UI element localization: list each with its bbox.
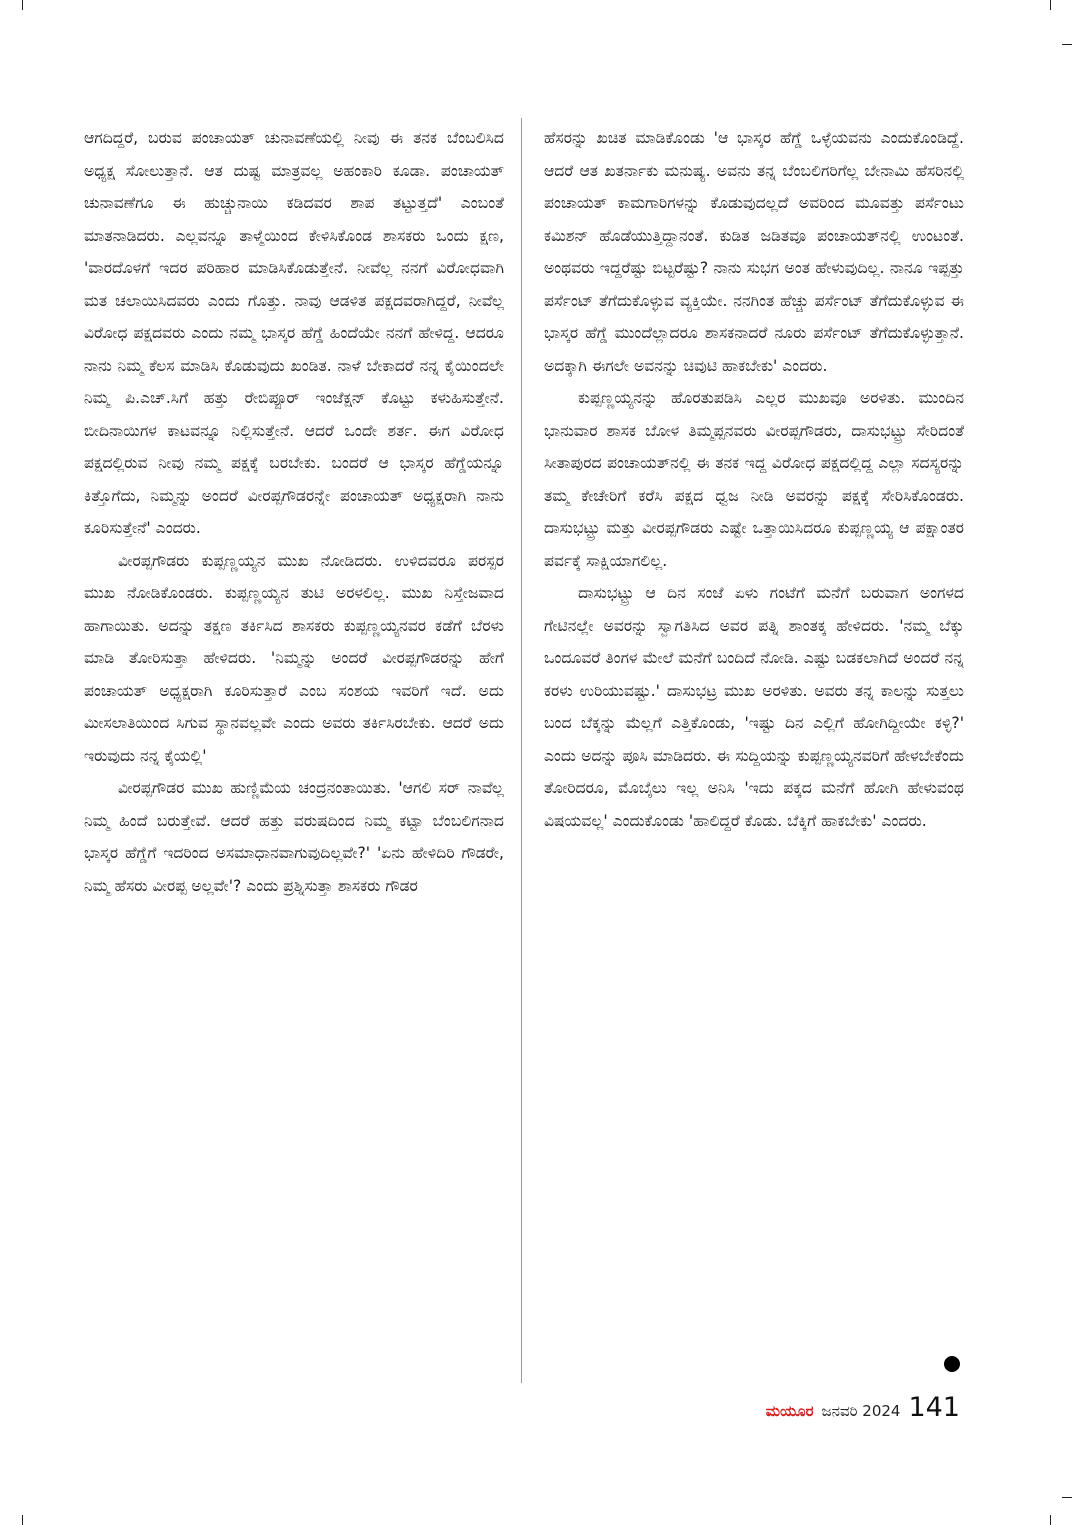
page-number: 141 — [908, 1392, 960, 1423]
issue-date: ಜನವರಿ 2024 — [821, 1402, 901, 1420]
page-footer — [766, 1392, 960, 1423]
paragraph: ವೀರಪ್ಪಗೌಡರು ಕುಪ್ಪಣ್ಣಯ್ಯನ ಮುಖ ನೋಡಿದರು. ಉಳಿದವರೂ ಪರಸ್ಪರ ಮುಖ ನೋಡಿಕೊಂಡರು. ಕುಪ್ಪಣ್ಣಯ್ಯನ ತುಟಿ ಅರಳಲಿಲ್ಲ. ಮುಖ ನಿಸ್ತೇಜವಾದ ಹಾಗಾಯಿತು. ಅದನ್ನು ತಕ್ಷಣ ತರ್ಕಿಸಿದ ಶಾಸಕರು ಕುಪ್ಪಣ್ಣಯ್ಯನವರ ಕಡೆಗೆ ಬೆರಳು ಮಾಡಿ ತೋರಿಸುತ್ತಾ ಹೇಳಿದರು. 'ನಿಮ್ಮನ್ನು ಅಂದರೆ ವೀರಪ್ಪಗೌಡರನ್ನು ಹೇಗೆ ಪಂಚಾಯತ್ ಅಧ್ಯಕ್ಷರಾಗಿ ಕೂರಿಸುತ್ತಾರೆ ಎಂಬ ಸಂಶಯ ಇವರಿಗೆ ಇದೆ. ಅದು ಮೀಸಲಾತಿಯಿಂದ ಸಿಗುವ ಸ್ಥಾನವಲ್ಲವೇ ಎಂದು ಅವರು ತರ್ಕಿಸಿರಬೇಕು. ಆದರೆ ಅದು ಇರುವುದು ನನ್ನ ಕೈಯಲ್ಲಿ' — [84, 551, 504, 765]
crop-mark-top-left — [22, 0, 23, 10]
column-divider — [521, 118, 522, 1383]
paragraph: ಕುಪ್ಪಣ್ಣಯ್ಯನನ್ನು ಹೊರತುಪಡಿಸಿ ಎಲ್ಲರ ಮುಖವೂ ಅರಳಿತು. ಮುಂದಿನ ಭಾನುವಾರ ಶಾಸಕ ಬೋಳ ತಿಮ್ಮಪ್ಪನವರು ವೀರಪ್ಪಗೌಡರು, ದಾಸುಭಟ್ಟ್ರು ಸೇರಿದಂತೆ ಸೀತಾಪುರದ ಪಂಚಾಯತ್‌ನಲ್ಲಿ ಈ ತನಕ ಇದ್ದ ವಿರೋಧ ಪಕ್ಷದಲ್ಲಿದ್ದ ಎಲ್ಲಾ ಸದಸ್ಯರನ್ನು ತಮ್ಮ ಕೇಚೇರಿಗೆ ಕರೆಸಿ ಪಕ್ಷದ ಧ್ವಜ ನೀಡಿ ಅವರನ್ನು ಪಕ್ಷಕ್ಕೆ ಸೇರಿಸಿಕೊಂಡರು. ದಾಸುಭಟ್ಟ್ರು ಮತ್ತು ವೀರಪ್ಪಗೌಡರು ಎಷ್ಟೇ ಒತ್ತಾಯಿಸಿದರೂ ಕುಪ್ಪಣ್ಣಯ್ಯ ಆ ಪಕ್ಷಾಂತರ ಪರ್ವಕ್ಕೆ ಸಾಕ್ಷಿಯಾಗಲಿಲ್ಲ. — [544, 389, 964, 570]
paragraph: ವೀರಪ್ಪಗೌಡರ ಮುಖ ಹುಣ್ಣಿಮೆಯ ಚಂದ್ರನಂತಾಯಿತು. 'ಆಗಲಿ ಸರ್ ನಾವೆಲ್ಲ ನಿಮ್ಮ ಹಿಂದೆ ಬರುತ್ತೇವೆ. ಆದರೆ ಹತ್ತು ವರುಷದಿಂದ ನಿಮ್ಮ ಕಟ್ಟಾ ಬೆಂಬಲಿಗನಾದ ಭಾಸ್ಕರ ಹೆಗ್ಡೆಗೆ ಇದರಿಂದ ಅಸಮಾಧಾನವಾಗುವುದಿಲ್ಲವೇ?' 'ಏನು ಹೇಳಿದಿರಿ ಗೌಡರೇ, ನಿಮ್ಮ ಹೆಸರು ವೀರಪ್ಪ ಅಲ್ಲವೇ'? ಎಂದು ಪ್ರಶ್ನಿಸುತ್ತಾ ಶಾಸಕರು ಗೌಡರ — [84, 779, 504, 895]
crop-mark-bottom-right — [1050, 1515, 1051, 1525]
crop-mark-top-right — [1050, 0, 1051, 10]
magazine-name: ಮಯೂರ — [765, 1402, 814, 1420]
paragraph: ಹೆಸರನ್ನು ಖಚಿತ ಮಾಡಿಕೊಂಡು 'ಆ ಭಾಸ್ಕರ ಹೆಗ್ಡೆ ಒಳ್ಳೆಯವನು ಎಂದುಕೊಂಡಿದ್ದೆ. ಆದರೆ ಆತ ಖತರ್ನಾಕು ಮನುಷ್ಯ. ಅವನು ತನ್ನ ಬೆಂಬಲಿಗರಿಗೆಲ್ಲ ಬೇನಾಮಿ ಹೆಸರಿನಲ್ಲಿ ಪಂಚಾಯತ್ ಕಾಮಗಾರಿಗಳನ್ನು ಕೊಡುವುದಲ್ಲದೆ ಅವರಿಂದ ಮೂವತ್ತು ಪರ್ಸೆಂಟು ಕಮಿಶನ್ ಹೊಡೆಯುತ್ತಿದ್ದಾನಂತೆ. ಕುಡಿತ ಜಡಿತವೂ ಪಂಚಾಯತ್‌ನಲ್ಲಿ ಉಂಟಂತೆ. ಅಂಥವರು ಇದ್ದರೆಷ್ಟು ಬಿಟ್ಟರೆಷ್ಟು? ನಾನು ಸುಭಗ ಅಂತ ಹೇಳುವುದಿಲ್ಲ. ನಾನೂ ಇಪ್ಪತ್ತು ಪರ್ಸೆಂಟ್ ತೆಗೆದುಕೊಳ್ಳುವ ವ್ಯಕ್ತಿಯೇ. ನನಗಿಂತ ಹೆಚ್ಚು ಪರ್ಸೆಂಟ್ ತೆಗೆದುಕೊಳ್ಳುವ ಈ ಭಾಸ್ಕರ ಹೆಗ್ಡೆ ಮುಂದೆಲ್ಲಾದರೂ ಶಾಸಕನಾದರೆ ನೂರು ಪರ್ಸೆಂಟ್ ತೆಗೆದುಕೊಳ್ಳುತ್ತಾನೆ. ಅದಕ್ಕಾಗಿ ಈಗಲೇ ಅವನನ್ನು ಚಿವುಟಿ ಹಾಕಬೇಕು' ಎಂದರು. — [544, 129, 964, 375]
crop-mark-right-top — [1062, 44, 1072, 45]
crop-mark-right-bottom — [1062, 1497, 1072, 1498]
story-end-bullet — [944, 1356, 960, 1372]
paragraph: ಆಗದಿದ್ದರೆ, ಬರುವ ಪಂಚಾಯತ್ ಚುನಾವಣೆಯಲ್ಲಿ ನೀವು ಈ ತನಕ ಬೆಂಬಲಿಸಿದ ಅಧ್ಯಕ್ಷ ಸೋಲುತ್ತಾನೆ. ಆತ ದುಷ್ಟ ಮಾತ್ರವಲ್ಲ ಅಹಂಕಾರಿ ಕೂಡಾ. ಪಂಚಾಯತ್ ಚುನಾವಣೆಗೂ ಈ ಹುಚ್ಚುನಾಯಿ ಕಡಿದವರ ಶಾಪ ತಟ್ಟುತ್ತದೆ' ಎಂಬಂತೆ ಮಾತನಾಡಿದರು. ಎಲ್ಲವನ್ನೂ ತಾಳ್ಮೆಯಿಂದ ಕೇಳಿಸಿಕೊಂಡ ಶಾಸಕರು ಒಂದು ಕ್ಷಣ, 'ವಾರದೊಳಗೆ ಇದರ ಪರಿಹಾರ ಮಾಡಿಸಿಕೊಡುತ್ತೇನೆ. ನೀವೆಲ್ಲ ನನಗೆ ವಿರೋಧವಾಗಿ ಮತ ಚಲಾಯಿಸಿದವರು ಎಂದು ಗೊತ್ತು. ನಾವು ಆಡಳಿತ ಪಕ್ಷದವರಾಗಿದ್ದರೆ, ನೀವೆಲ್ಲ ವಿರೋಧ ಪಕ್ಷದವರು ಎಂದು ನಮ್ಮ ಭಾಸ್ಕರ ಹೆಗ್ಡೆ ಹಿಂದೆಯೇ ನನಗೆ ಹೇಳಿದ್ದ. ಆದರೂ ನಾನು ನಿಮ್ಮ ಕೆಲಸ ಮಾಡಿಸಿ ಕೊಡುವುದು ಖಂಡಿತ. ನಾಳೆ ಬೇಕಾದರೆ ನನ್ನ ಕೈಯಿಂದಲೇ ನಿಮ್ಮ ಪಿ.ಎಚ್.ಸಿಗೆ ಹತ್ತು ರೇಬಿಪ್ಪೂರ್ ಇಂಜೆಕ್ಷನ್ ಕೊಟ್ಟು ಕಳುಹಿಸುತ್ತೇನೆ. ಬೀದಿನಾಯಿಗಳ ಕಾಟವನ್ನೂ ನಿಲ್ಲಿಸುತ್ತೇನೆ. ಆದರೆ ಒಂದೇ ಶರ್ತ. ಈಗ ವಿರೋಧ ಪಕ್ಷದಲ್ಲಿರುವ ನೀವು ನಮ್ಮ ಪಕ್ಷಕ್ಕೆ ಬರಬೇಕು. ಬಂದರೆ ಆ ಭಾಸ್ಕರ ಹೆಗ್ಡೆಯನ್ನೂ ಕಿತ್ತೊಗೆದು, ನಿಮ್ಮನ್ನು ಅಂದರೆ ವೀರಪ್ಪಗೌಡರನ್ನೇ ಪಂಚಾಯತ್ ಅಧ್ಯಕ್ಷರಾಗಿ ನಾನು ಕೂರಿಸುತ್ತೇನೆ' ಎಂದರು. — [84, 129, 504, 537]
crop-mark-bottom-left — [22, 1515, 23, 1525]
left-text-column — [84, 122, 504, 902]
paragraph: ದಾಸುಭಟ್ಟ್ರು ಆ ದಿನ ಸಂಜೆ ಏಳು ಗಂಟೆಗೆ ಮನೆಗೆ ಬರುವಾಗ ಅಂಗಳದ ಗೇಟಿನಲ್ಲೇ ಅವರನ್ನು ಸ್ವಾಗತಿಸಿದ ಅವರ ಪತ್ನಿ ಶಾಂತಕ್ಕ ಹೇಳಿದರು. 'ನಮ್ಮ ಬೆಕ್ಕು ಒಂದೂವರೆ ತಿಂಗಳ ಮೇಲೆ ಮನೆಗೆ ಬಂದಿದೆ ನೋಡಿ. ಎಷ್ಟು ಬಡಕಲಾಗಿದೆ ಅಂದರೆ ನನ್ನ ಕರಳು ಉರಿಯುವಷ್ಟು.' ದಾಸುಭಟ್ರ ಮುಖ ಅರಳಿತು. ಅವರು ತನ್ನ ಕಾಲನ್ನು ಸುತ್ತಲು ಬಂದ ಬೆಕ್ಕನ್ನು ಮೆಲ್ಲಗೆ ಎತ್ತಿಕೊಂಡು, 'ಇಷ್ಟು ದಿನ ಎಲ್ಲಿಗೆ ಹೋಗಿದ್ದೀಯೇ ಕಳ್ಳಿ?' ಎಂದು ಅದನ್ನು ಪೂಸಿ ಮಾಡಿದರು. ಈ ಸುದ್ದಿಯನ್ನು ಕುಪ್ಪಣ್ಣಯ್ಯನವರಿಗೆ ಹೇಳಬೇಕೆಂದು ತೋರಿದರೂ, ಮೊಬೈಲು ಇಲ್ಲ ಅನಿಸಿ 'ಇದು ಪಕ್ಕದ ಮನೆಗೆ ಹೋಗಿ ಹೇಳುವಂಥ ವಿಷಯವಲ್ಲ' ಎಂದುಕೊಂಡು 'ಹಾಲಿದ್ದರೆ ಕೊಡು. ಬೆಕ್ಕಿಗೆ ಹಾಕಬೇಕು' ಎಂದರು. — [544, 584, 964, 830]
right-text-column — [544, 122, 964, 837]
